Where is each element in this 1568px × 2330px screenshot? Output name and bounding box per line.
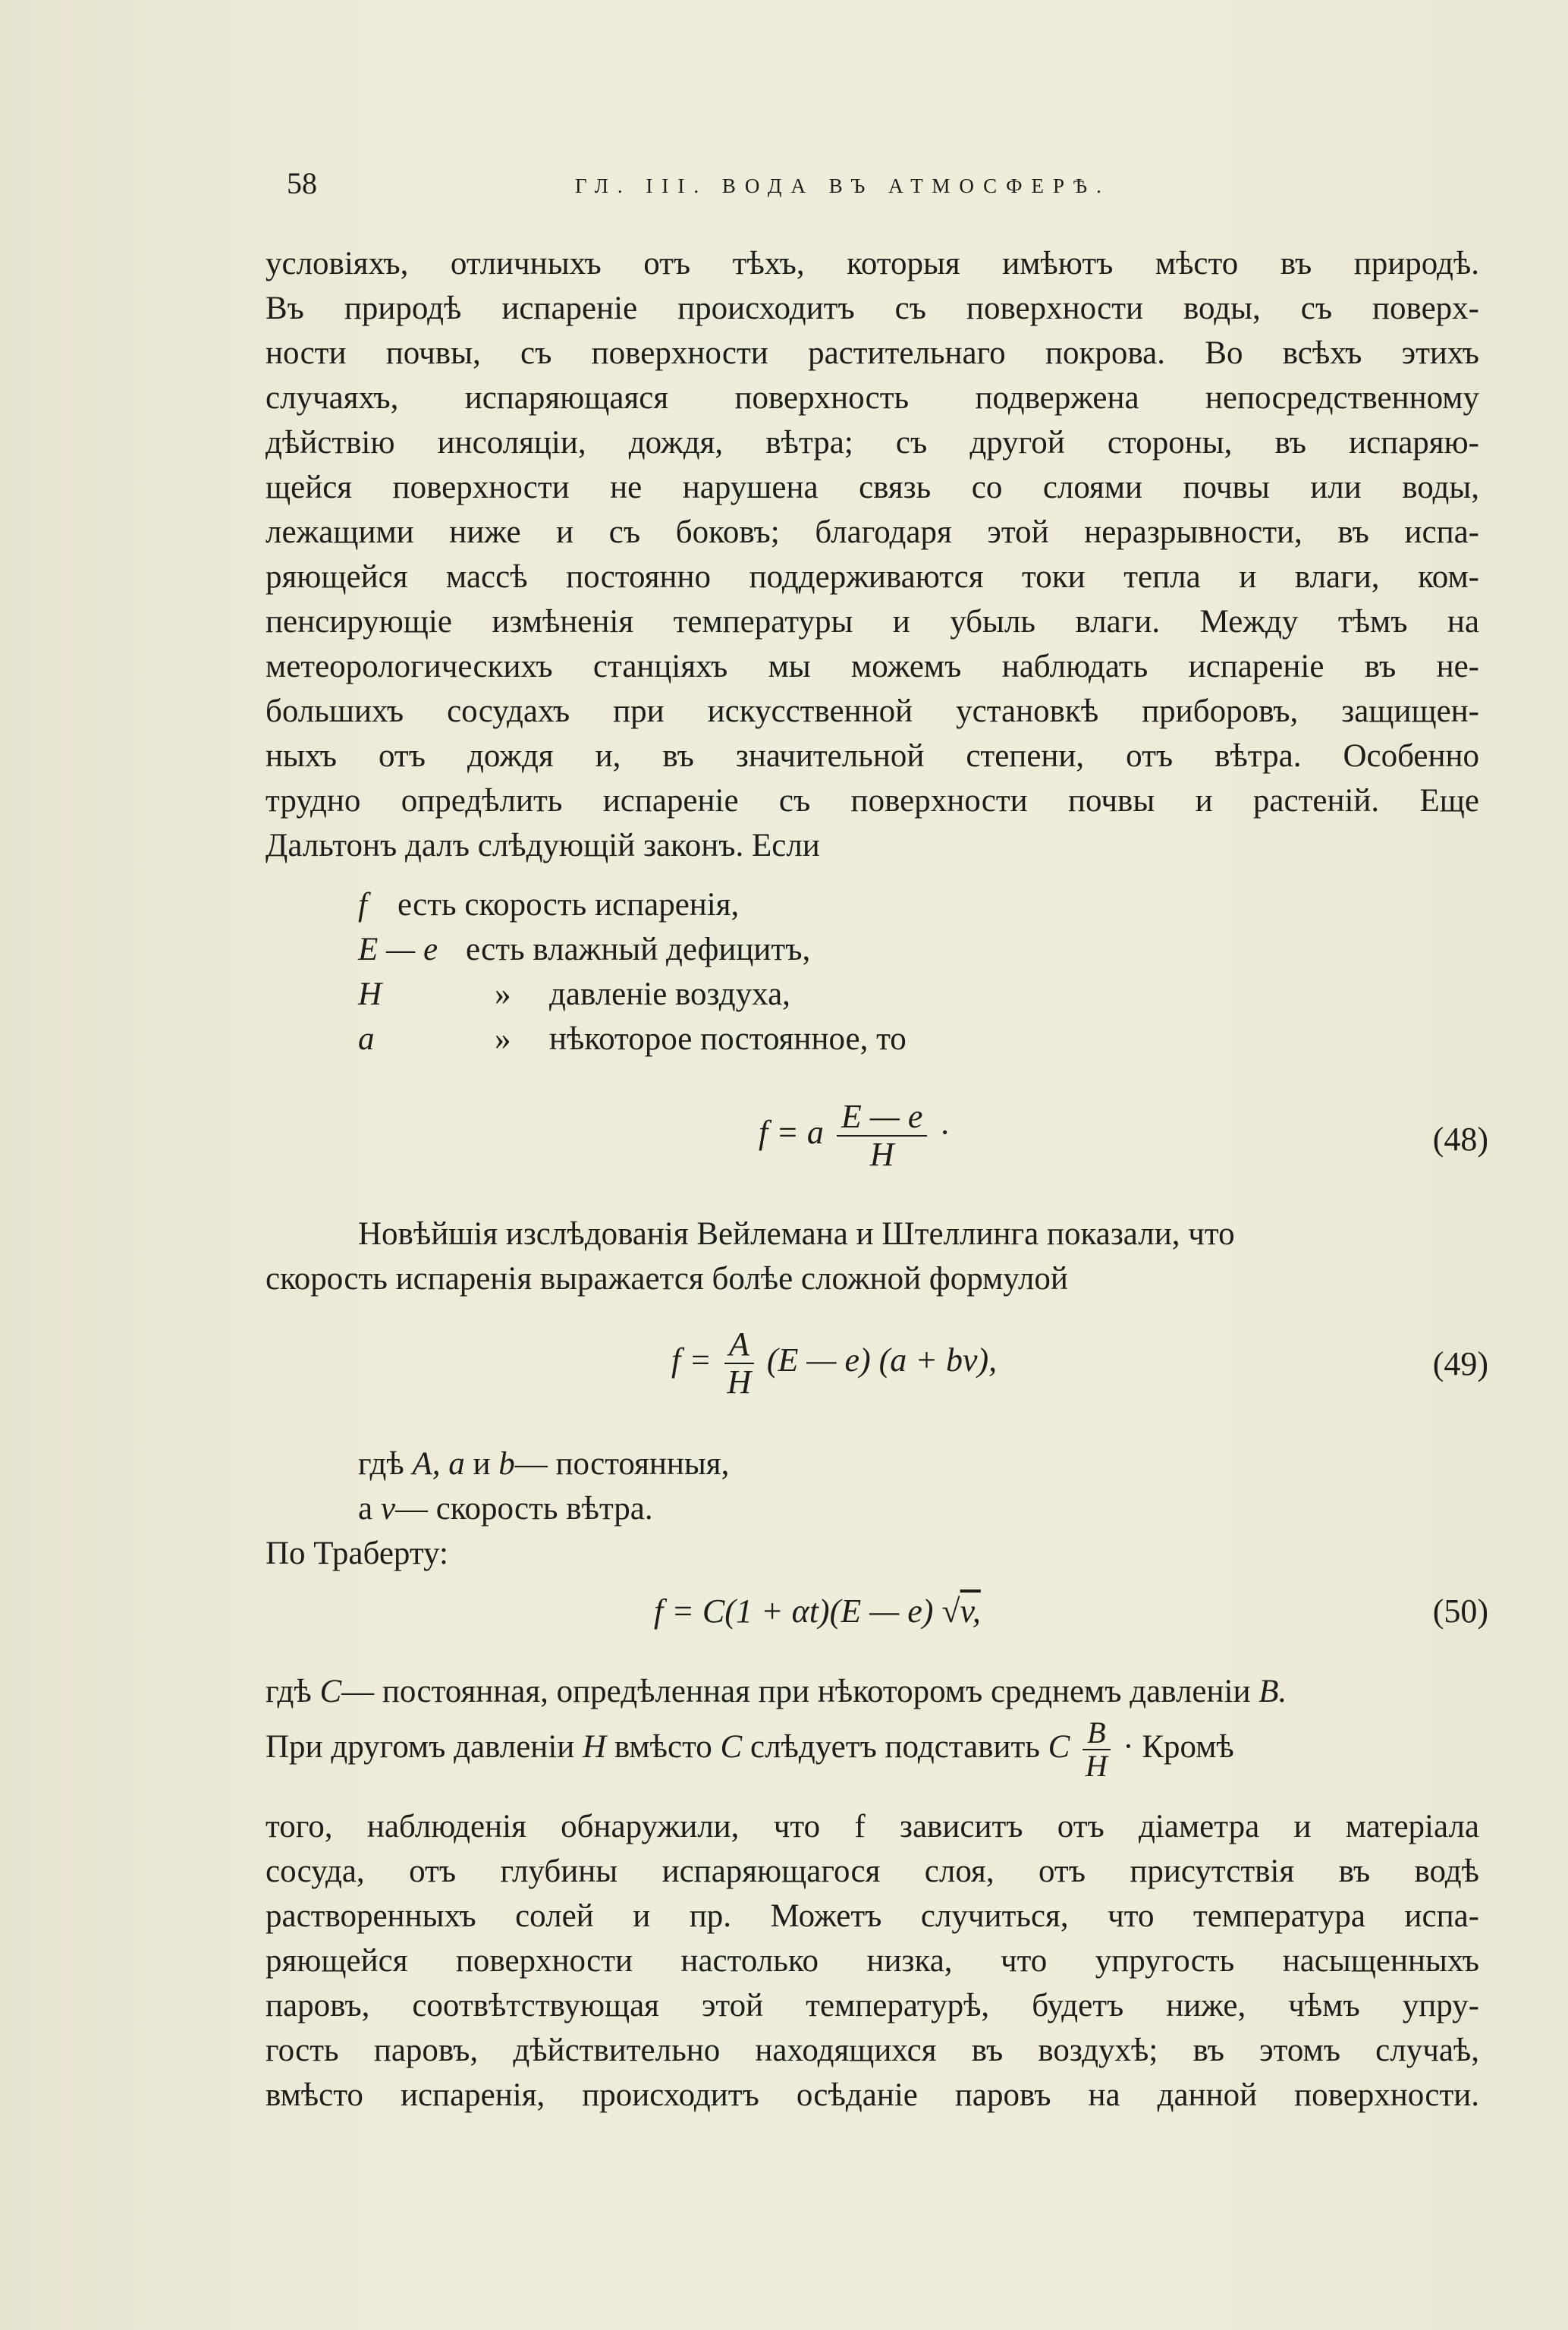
text-line: дѣйствію инсоляціи, дождя, вѣтра; съ другой стороны, въ испаряю- (266, 425, 1479, 461)
equation-48 (759, 1099, 948, 1173)
definition-text: есть влажный дефицитъ, (466, 932, 811, 967)
symbol: B. (1258, 1674, 1287, 1709)
symbol: C (319, 1674, 342, 1709)
text-line: щейся поверхности не нарушена связь со слоями почвы или воды, (266, 470, 1479, 505)
symbol: v (380, 1491, 395, 1527)
text-line: Дальтонъ далъ слѣдующій законъ. Если (266, 828, 820, 863)
equation-50 (654, 1592, 981, 1630)
text-line: трудно опредѣлить испареніе съ поверхности почвы и растеній. Еще (266, 783, 1479, 819)
radicand: v, (960, 1593, 981, 1630)
text: слѣдуетъ подставить (749, 1728, 1040, 1765)
text-line: ряющейся поверхности настолько низка, что упругость насыщенныхъ (266, 1943, 1479, 1979)
symbol: H (583, 1728, 607, 1765)
fraction-numerator: B (1083, 1717, 1110, 1750)
equation-number-48: (48) (1432, 1121, 1488, 1158)
paragraph-1 (266, 241, 1479, 868)
text-line: вмѣсто испаренія, происходитъ осѣданіе паровъ на данной поверхности. (266, 2077, 1479, 2113)
symbol: C (1048, 1728, 1070, 1765)
equation-tail: · (940, 1114, 949, 1152)
text: вмѣсто (614, 1728, 712, 1765)
text-line: паровъ, соотвѣтствующая этой температурѣ, будетъ ниже, чѣмъ упру- (266, 1988, 1479, 2023)
text-line: Въ природѣ испареніе происходитъ съ поверхности воды, съ поверх- (266, 291, 1479, 326)
text-line: ряющейся массѣ постоянно поддерживаются токи тепла и влаги, ком- (266, 559, 1479, 595)
text: При другомъ давленіи (266, 1728, 575, 1765)
equation-rhs: (E — e) (a + bv), (766, 1341, 998, 1379)
page-number: 58 (287, 166, 317, 200)
definition-text: давленіе воздуха, (549, 976, 790, 1012)
paragraph-2-line-2: скорость испаренія выражается болѣе сложной формулой (266, 1261, 1068, 1297)
text: — постоянныя, (514, 1446, 730, 1482)
paragraph-2-line-1: Новѣйшія изслѣдованія Вейлемана и Штеллинга показали, что (358, 1216, 1235, 1252)
text: гдѣ (358, 1446, 404, 1482)
page-header (287, 165, 1485, 211)
symbol: A, a (412, 1446, 465, 1482)
text-line: пенсирующіе измѣненія температуры и убыль влаги. Между тѣмъ на (266, 604, 1479, 640)
text: гдѣ (266, 1674, 312, 1709)
text-line: сосуда, отъ глубины испаряющагося слоя, отъ присутствія въ водѣ (266, 1854, 1479, 1889)
fraction-denominator: H (869, 1136, 894, 1173)
fraction-denominator: H (727, 1363, 752, 1401)
symbol: f (358, 887, 367, 923)
text-line: лежащими ниже и съ боковъ; благодаря этой неразрывности, въ испа- (266, 514, 1479, 550)
fraction-numerator: E — e (837, 1099, 928, 1137)
fraction-numerator: A (724, 1326, 754, 1364)
text: · Кромѣ (1123, 1728, 1234, 1765)
text-line: гость паровъ, дѣйствительно находящихся въ воздухѣ; въ этомъ случаѣ, (266, 2033, 1479, 2068)
text: а (358, 1491, 373, 1527)
text-line: ныхъ отъ дождя и, въ значительной степени, отъ вѣтра. Особенно (266, 738, 1479, 774)
equation-number-50: (50) (1432, 1593, 1488, 1630)
text: и (473, 1446, 491, 1482)
equation-49 (671, 1326, 997, 1401)
text: — постоянная, опредѣленная при нѣкоторомъ среднемъ давленіи (341, 1674, 1251, 1709)
sqrt-symbol: √ (941, 1593, 960, 1630)
ditto-mark: » (495, 1021, 511, 1057)
symbol: C (720, 1728, 743, 1765)
fraction (837, 1099, 928, 1173)
symbol: b (498, 1446, 515, 1482)
paragraph-3-line-2 (266, 1717, 1234, 1782)
trabert-line: По Траберту: (266, 1536, 448, 1571)
ditto-mark: » (495, 976, 511, 1012)
symbol: a (358, 1021, 375, 1057)
text: — скорость вѣтра. (394, 1491, 653, 1527)
running-title: ГЛ. III. ВОДА ВЪ АТМОСФЕРѢ. (575, 175, 1111, 197)
text-line: растворенныхъ солей и пр. Можетъ случиться, что температура испа- (266, 1898, 1479, 1934)
fraction-denominator: H (1085, 1749, 1108, 1783)
fraction (724, 1326, 754, 1401)
where-line-2 (358, 1486, 653, 1531)
text-line: условіяхъ, отличныхъ отъ тѣхъ, которыя имѣютъ мѣсто въ природѣ. (266, 246, 1479, 281)
definition-text: нѣкоторое постоянное, то (549, 1021, 907, 1057)
equation-lhs: f = a (759, 1114, 824, 1152)
symbol: E — e (358, 932, 438, 967)
fraction (1083, 1717, 1110, 1782)
text-line: ности почвы, съ поверхности растительнаго покрова. Во всѣхъ этихъ (266, 335, 1479, 371)
equation-number-49: (49) (1432, 1345, 1488, 1382)
paragraph-3 (266, 1804, 1479, 2118)
definition-text: есть скорость испаренія, (397, 887, 740, 923)
text-line: большихъ сосудахъ при искусственной установкѣ приборовъ, защищен- (266, 693, 1479, 729)
text-line: метеорологическихъ станціяхъ мы можемъ наблюдать испареніе въ не- (266, 649, 1479, 684)
text-line: случаяхъ, испаряющаяся поверхность подвержена непосредственному (266, 380, 1479, 416)
symbol: H (358, 976, 382, 1012)
where-line-1 (358, 1442, 729, 1486)
equation-lhs: f = (671, 1341, 712, 1379)
paragraph-3-line-1 (266, 1669, 1287, 1714)
text-line: того, наблюденія обнаружили, что f зависитъ отъ діаметра и матеріала (266, 1809, 1479, 1844)
equation-body: f = C(1 + αt)(E — e) (654, 1593, 934, 1630)
